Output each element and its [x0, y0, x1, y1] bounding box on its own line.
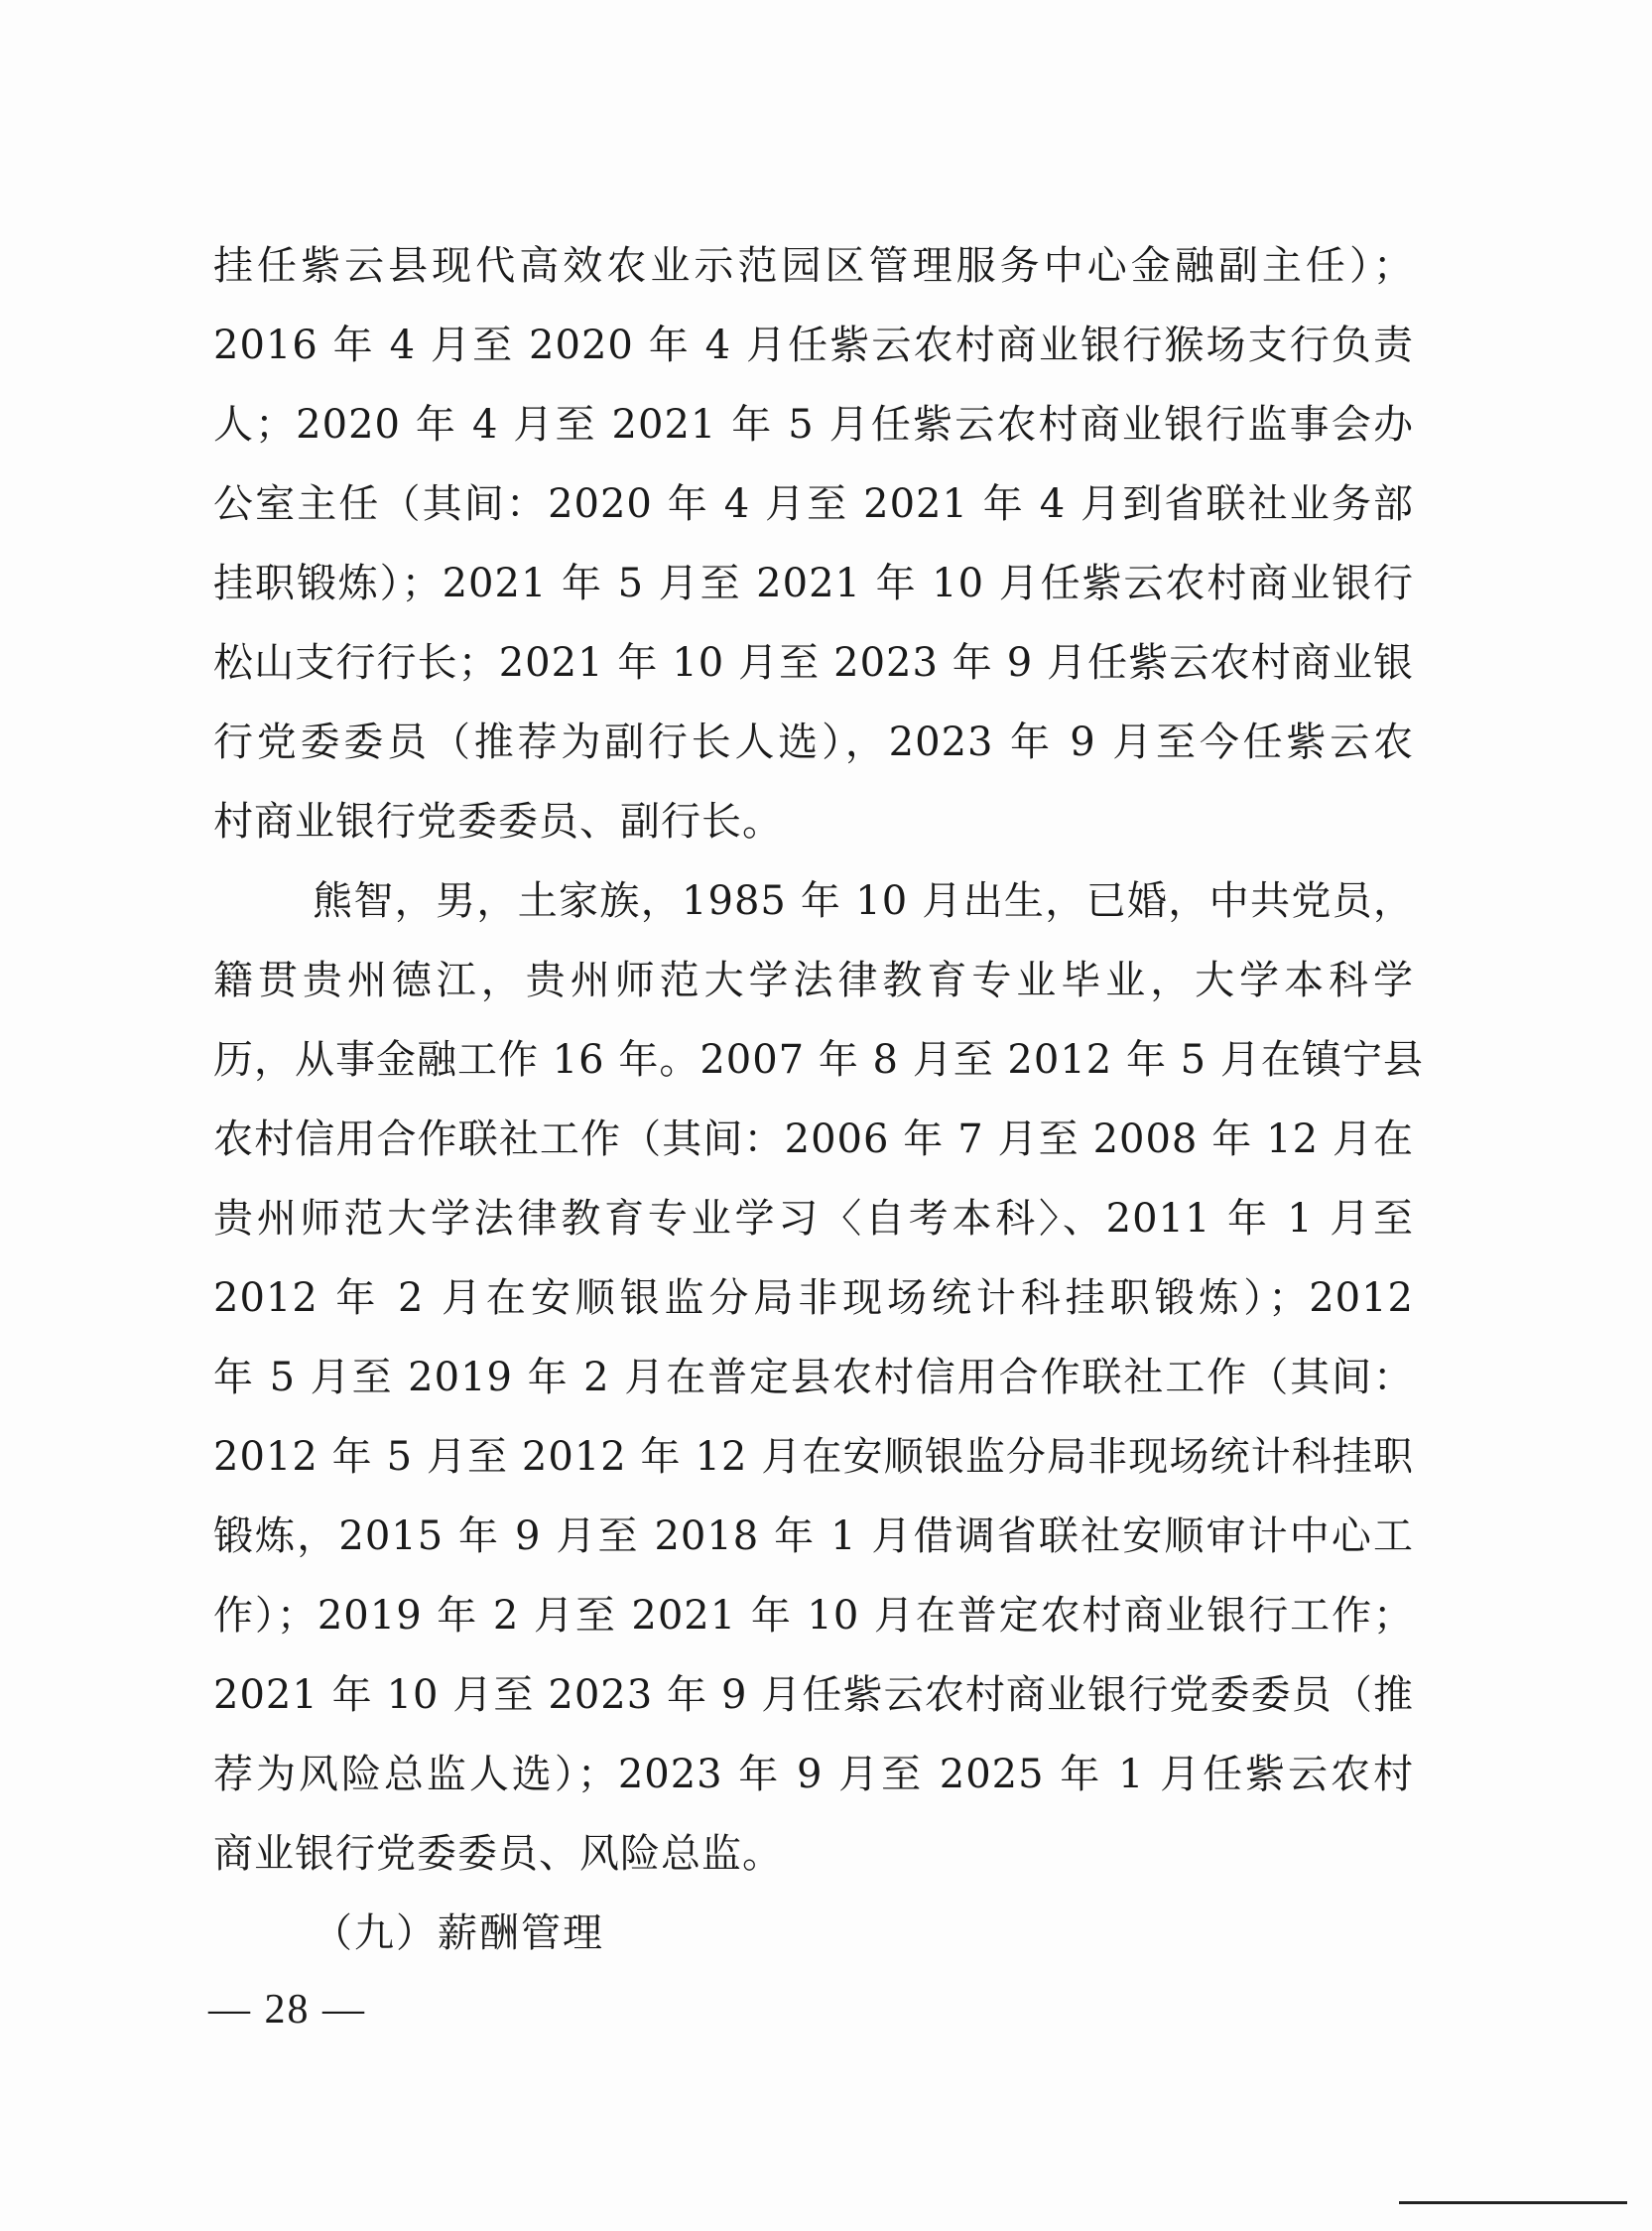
- text-line: 商业银行党委委员、风险总监。: [213, 1831, 783, 1877]
- text-line: 2012 年 2 月在安顺银监分局非现场统计科挂职锻炼）；2012: [213, 1275, 1414, 1321]
- section-heading: （九）薪酬管理: [313, 1910, 604, 1956]
- text-line: 人；2020 年 4 月至 2021 年 5 月任紫云农村商业银行监事会办: [213, 402, 1414, 448]
- text-line: 挂职锻炼）；2021 年 5 月至 2021 年 10 月任紫云农村商业银行: [213, 561, 1414, 606]
- text-line: 挂任紫云县现代高效农业示范园区管理服务中心金融副主任）；: [213, 243, 1414, 289]
- text-line: 作）；2019 年 2 月至 2021 年 10 月在普定农村商业银行工作；: [213, 1593, 1414, 1639]
- text-line: 村商业银行党委委员、副行长。: [213, 799, 783, 845]
- text-line: 2021 年 10 月至 2023 年 9 月任紫云农村商业银行党委委员（推: [213, 1672, 1414, 1718]
- text-line: 年 5 月至 2019 年 2 月在普定县农村信用合作联社工作（其间：: [213, 1355, 1414, 1400]
- text-line: 籍贯贵州德江，贵州师范大学法律教育专业毕业，大学本科学: [213, 958, 1414, 1003]
- text-line: 荐为风险总监人选）；2023 年 9 月至 2025 年 1 月任紫云农村: [213, 1752, 1414, 1797]
- text-line: 松山支行行长；2021 年 10 月至 2023 年 9 月任紫云农村商业银: [213, 640, 1414, 686]
- text-line: 公室主任（其间：2020 年 4 月至 2021 年 4 月到省联社业务部: [213, 481, 1414, 527]
- text-line: 历，从事金融工作 16 年。2007 年 8 月至 2012 年 5 月在镇宁县: [213, 1037, 1424, 1083]
- bottom-rule: [1399, 2201, 1627, 2204]
- text-line: 农村信用合作联社工作（其间：2006 年 7 月至 2008 年 12 月在: [213, 1116, 1414, 1162]
- text-line: 贵州师范大学法律教育专业学习〈自考本科〉、2011 年 1 月至: [213, 1196, 1414, 1242]
- page-number: — 28 —: [208, 1987, 366, 2033]
- text-line: 锻炼，2015 年 9 月至 2018 年 1 月借调省联社安顺审计中心工: [213, 1513, 1414, 1559]
- text-line: 行党委委员（推荐为副行长人选），2023 年 9 月至今任紫云农: [213, 720, 1414, 765]
- text-line: 2016 年 4 月至 2020 年 4 月任紫云农村商业银行猴场支行负责: [213, 323, 1414, 368]
- text-line: 熊智，男，土家族，1985 年 10 月出生，已婚，中共党员，: [313, 878, 1414, 924]
- text-line: 2012 年 5 月至 2012 年 12 月在安顺银监分局非现场统计科挂职: [213, 1434, 1414, 1480]
